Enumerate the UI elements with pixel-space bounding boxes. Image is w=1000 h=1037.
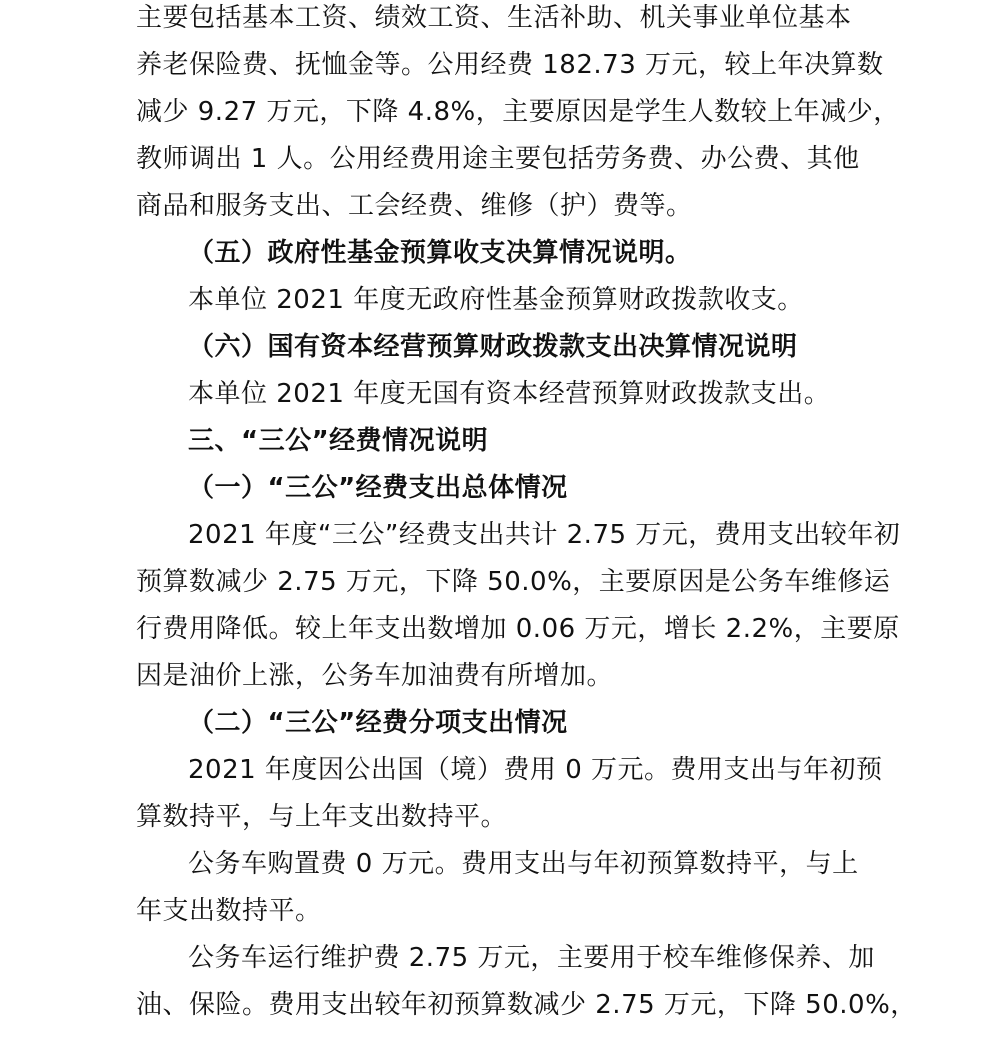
paragraph-line: 养老保险费、抚恤金等。公用经费 182.73 万元，较上年决算数 — [136, 50, 884, 80]
paragraph-line: 行费用降低。较上年支出数增加 0.06 万元，增长 2.2%，主要原 — [136, 614, 900, 644]
section-heading-6: （六）国有资本经营预算财政拨款支出决算情况说明 — [188, 332, 798, 362]
paragraph-line: 算数持平，与上年支出数持平。 — [136, 802, 508, 832]
subsection-heading-1: （一）“三公”经费支出总体情况 — [188, 473, 568, 503]
subsection-heading-2: （二）“三公”经费分项支出情况 — [188, 708, 568, 738]
paragraph-line: 教师调出 1 人。公用经费用途主要包括劳务费、办公费、其他 — [136, 144, 860, 174]
paragraph-line: 本单位 2021 年度无政府性基金预算财政拨款收支。 — [188, 285, 804, 315]
paragraph-line: 预算数减少 2.75 万元，下降 50.0%，主要原因是公务车维修运 — [136, 567, 891, 597]
section-heading-5: （五）政府性基金预算收支决算情况说明。 — [188, 238, 692, 268]
chapter-heading-3: 三、“三公”经费情况说明 — [188, 426, 489, 456]
paragraph-line: 本单位 2021 年度无国有资本经营预算财政拨款支出。 — [188, 379, 831, 409]
paragraph-line: 商品和服务支出、工会经费、维修（护）费等。 — [136, 191, 693, 221]
paragraph-line: 主要包括基本工资、绩效工资、生活补助、机关事业单位基本 — [136, 3, 852, 33]
paragraph-line: 油、保险。费用支出较年初预算数减少 2.75 万元，下降 50.0%， — [136, 990, 917, 1020]
paragraph-line: 2021 年度“三公”经费支出共计 2.75 万元，费用支出较年初 — [188, 520, 901, 550]
paragraph-line: 年支出数持平。 — [136, 896, 322, 926]
paragraph-line: 因是油价上涨，公务车加油费有所增加。 — [136, 661, 614, 691]
paragraph-line: 减少 9.27 万元，下降 4.8%，主要原因是学生人数较上年减少， — [136, 97, 900, 127]
paragraph-line: 公务车运行维护费 2.75 万元，主要用于校车维修保养、加 — [188, 943, 875, 973]
paragraph-line: 2021 年度因公出国（境）费用 0 万元。费用支出与年初预 — [188, 755, 883, 785]
paragraph-line: 公务车购置费 0 万元。费用支出与年初预算数持平，与上 — [188, 849, 859, 879]
